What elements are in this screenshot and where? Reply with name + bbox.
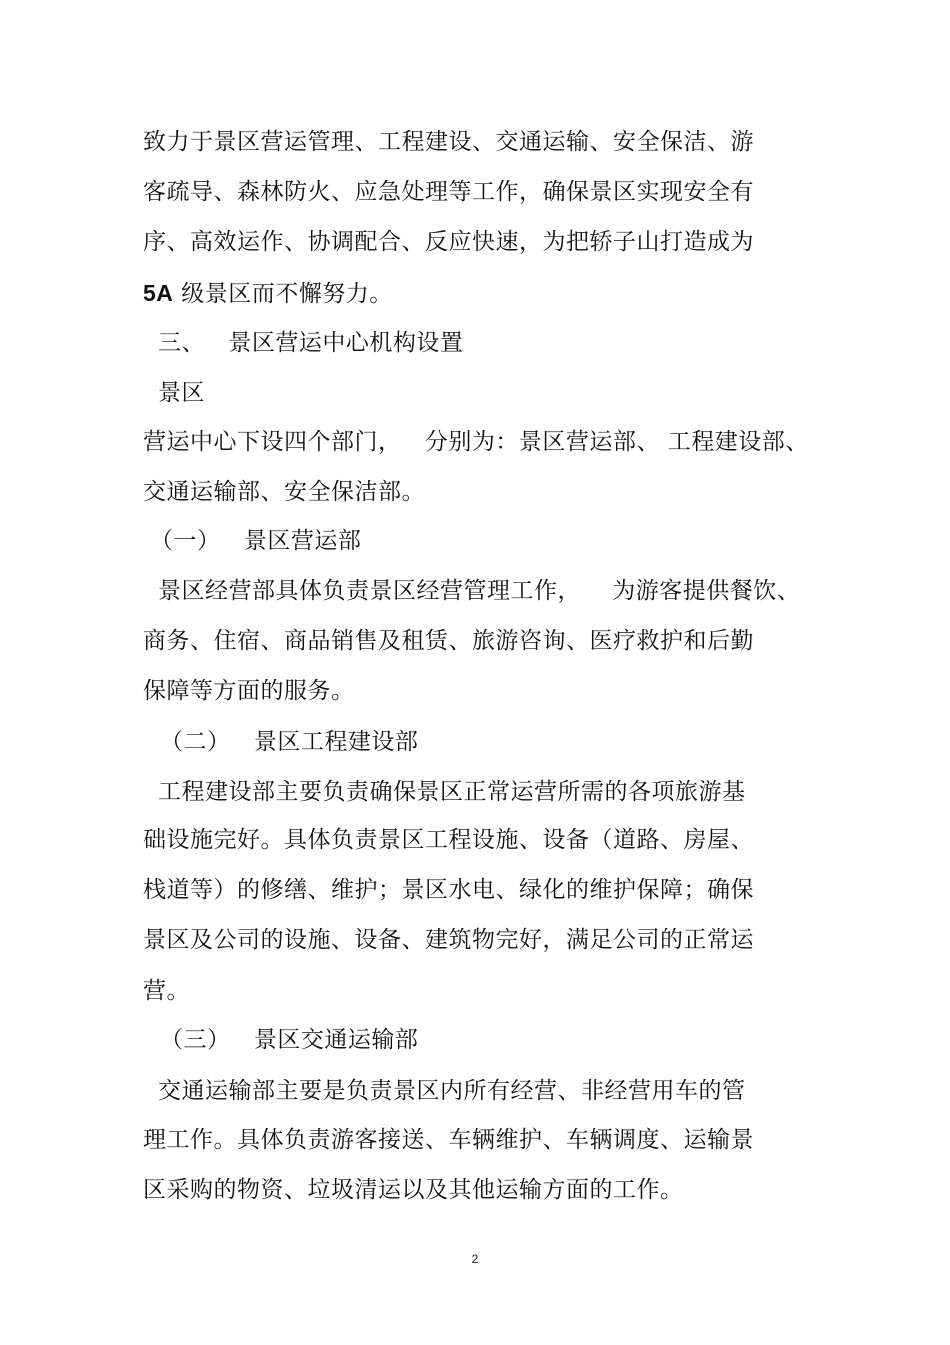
paragraph-line: 营。 xyxy=(143,978,190,1004)
paragraph-line: 工程建设部主要负责确保景区正常运营所需的各项旅游基 xyxy=(158,779,746,805)
paragraph-line: 景区及公司的设施、设备、建筑物完好，满足公司的正常运 xyxy=(143,927,754,953)
subsection-heading: （二） 景区工程建设部 xyxy=(160,729,419,755)
paragraph-line: 保障等方面的服务。 xyxy=(143,678,355,704)
grade-prefix: 5A xyxy=(143,280,174,306)
paragraph-line: 商务、住宿、商品销售及租赁、旅游咨询、医疗救护和后勤 xyxy=(143,628,754,654)
paragraph-line: 客疏导、森林防火、应急处理等工作，确保景区实现安全有 xyxy=(143,179,754,205)
paragraph-line: 营运中心下设四个部门， 分别为：景区营运部、 工程建设部、 xyxy=(143,429,809,455)
paragraph-line-with-prefix xyxy=(143,278,393,309)
subsection-heading: （一） 景区营运部 xyxy=(150,528,362,554)
paragraph-line: 础设施完好。具体负责景区工程设施、设备（道路、房屋、 xyxy=(143,827,754,853)
paragraph-line: 栈道等）的修缮、维护；景区水电、绿化的维护保障；确保 xyxy=(143,877,754,903)
paragraph-line: 交通运输部主要是负责景区内所有经营、非经营用车的管 xyxy=(158,1078,746,1104)
paragraph-line: 区采购的物资、垃圾清运以及其他运输方面的工作。 xyxy=(143,1177,684,1203)
paragraph-line: 理工作。具体负责游客接送、车辆维护、车辆调度、运输景 xyxy=(143,1127,754,1153)
paragraph-line: 序、高效运作、协调配合、反应快速，为把轿子山打造成为 xyxy=(143,229,754,255)
section-heading: 三、 景区营运中心机构设置 xyxy=(158,330,464,356)
subsection-heading: （三） 景区交通运输部 xyxy=(160,1027,419,1053)
paragraph-line: 景区经营部具体负责景区经营管理工作， 为游客提供餐饮、 xyxy=(158,578,801,604)
paragraph-line-text: 级景区而不懈努力。 xyxy=(181,281,393,307)
paragraph-line: 景区 xyxy=(158,380,205,406)
paragraph-line: 交通运输部、安全保洁部。 xyxy=(143,479,425,505)
paragraph-line: 致力于景区营运管理、工程建设、交通运输、安全保洁、游 xyxy=(143,129,754,155)
page-number: 2 xyxy=(471,1252,479,1266)
